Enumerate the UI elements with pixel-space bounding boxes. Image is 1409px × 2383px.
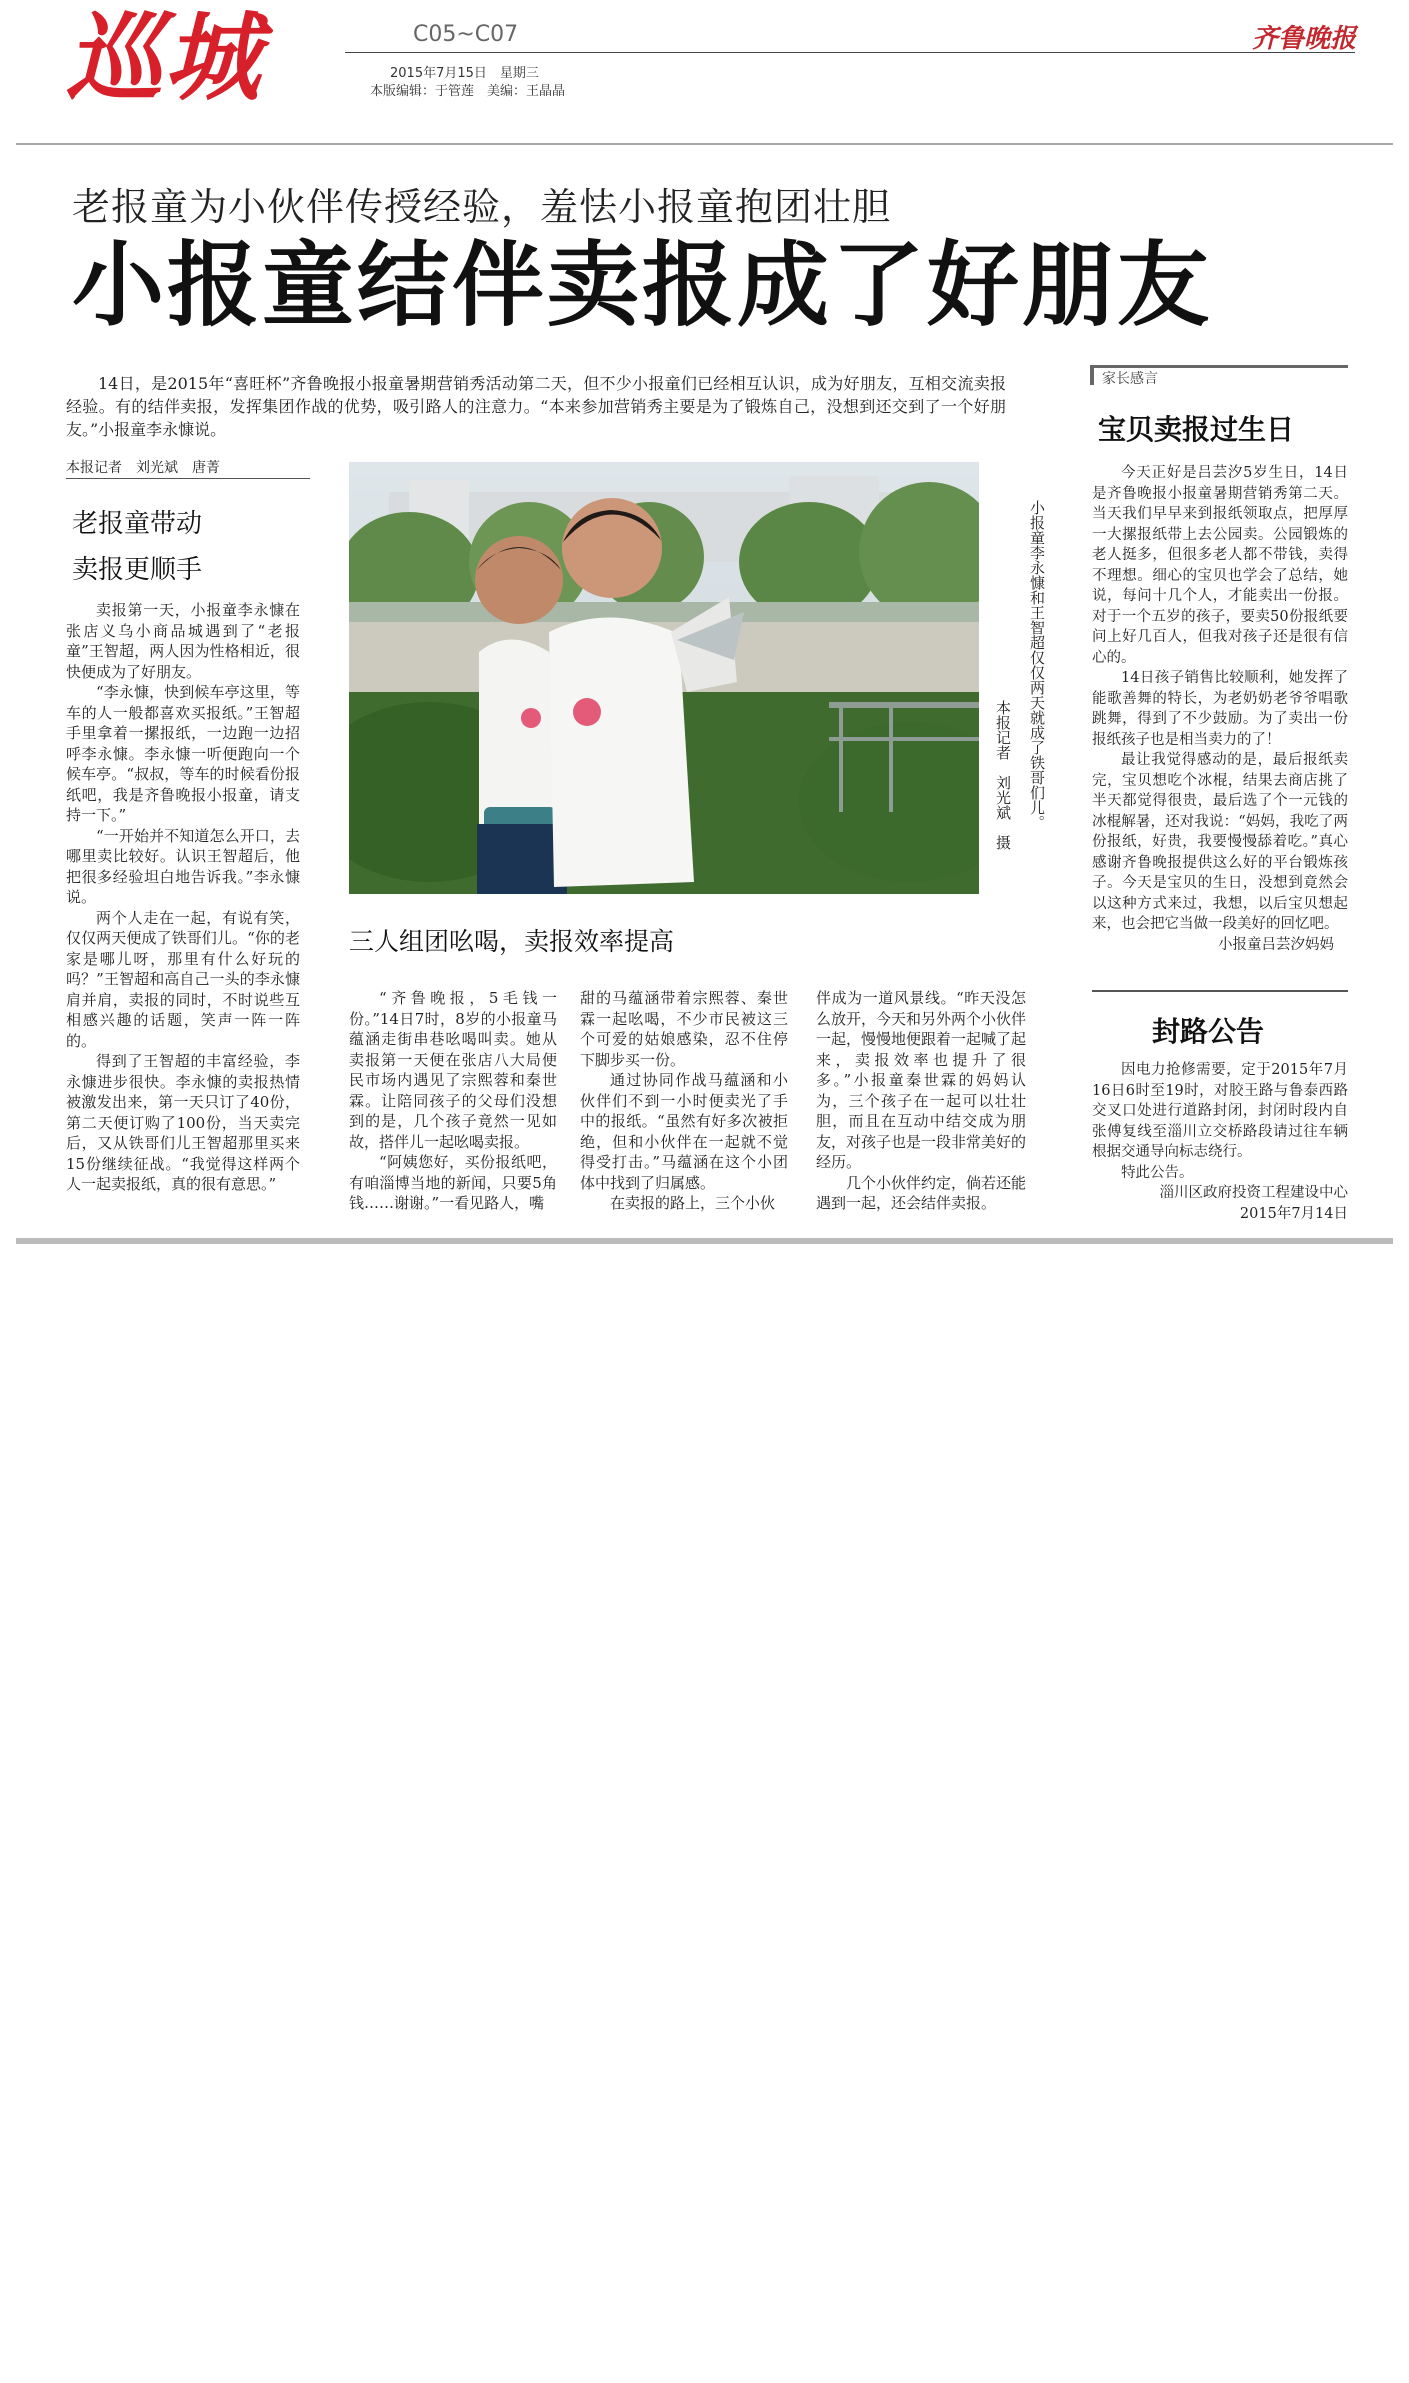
section-title: 巡城 bbox=[66, 2, 262, 114]
sidebar-signature: 小报童吕芸汐妈妈 bbox=[1218, 936, 1334, 953]
notice-date: 2015年7月14日 bbox=[1239, 1205, 1348, 1222]
notice-body bbox=[1092, 1060, 1348, 1224]
photo-two-boys-image bbox=[349, 462, 979, 894]
article-byline: 本报记者 刘光斌 唐菁 bbox=[66, 460, 220, 476]
paragraph: 甜的马蕴涵带着宗熙蓉、秦世霖一起吆喝，不少市民被这三个可爱的姑娘感染，忍不住停下脚步买一份。 bbox=[580, 989, 788, 1069]
article-photo bbox=[349, 462, 979, 894]
paragraph: 卖报第一天，小报童李永慷在张店义乌小商品城遇到了“老报童”王智超，两人因为性格相近，很快便成为了好朋友。 bbox=[66, 601, 300, 681]
article-lead: 14日，是2015年“喜旺杯”齐鲁晚报小报童暑期营销秀活动第二天，但不少小报童们已经相互认识，成为好朋友，互相交流卖报经验。有的结伴卖报，发挥集团作战的优势，吸引路人的注意力。“本来参加营销秀主要是为了锻炼自己，没想到还交到了一个好朋友。”小报童李永慷说。 bbox=[66, 374, 1006, 439]
editors-line: 本版编辑：于管莲 美编：王晶晶 bbox=[370, 84, 566, 99]
paragraph: 通过协同作战马蕴涵和小伙伴们不到一小时便卖光了手中的报纸。“虽然有好多次被拒绝，但和小伙伴在一起就不觉得受打击。”马蕴涵在这个小团体中找到了归属感。 bbox=[580, 1071, 788, 1192]
paragraph: “齐鲁晚报，5毛钱一份。”14日7时，8岁的小报童马蕴涵走街串巷吆喝叫卖。她从卖报第一天便在张店八大局便民市场内遇见了宗熙蓉和秦世霖。让陪同孩子的父母们没想到的是，几个孩子竟然一见如故，搭伴儿一起吆喝卖报。 bbox=[349, 989, 557, 1151]
paragraph: 得到了王智超的丰富经验，李永慷进步很快。李永慷的卖报热情被激发出来，第一天只订了40份，第二天便订购了100份，当天卖完后，又从铁哥们儿王智超那里买来15份继续征战。“我觉得这样两个人一起卖报纸，真的很有意思。” bbox=[66, 1052, 300, 1193]
article-headline: 小报童结伴卖报成了好朋友 bbox=[72, 232, 1213, 339]
page-range: C05~C07 bbox=[413, 22, 519, 47]
issue-date: 2015年7月15日 星期三 bbox=[390, 66, 539, 81]
notice-issuer: 淄川区政府投资工程建设中心 bbox=[1159, 1185, 1348, 1201]
subhead-1-line-2: 卖报更顺手 bbox=[72, 555, 203, 585]
photo-credit: 本报记者 刘光斌 摄 bbox=[994, 700, 1012, 850]
paragraph: 两个人走在一起，有说有笑，仅仅两天便成了铁哥们儿。“你的老家是哪儿呀，那里有什么好玩的吗？”王智超和高自己一头的李永慷肩并肩，卖报的同时，不时说些互相感兴趣的话题，笑声一阵一阵的。 bbox=[66, 908, 300, 1050]
sidebar-body bbox=[1092, 463, 1348, 955]
notice-divider bbox=[1092, 990, 1348, 992]
photo-caption: 小报童李永慷和王智超仅仅两天就成了铁哥们儿。 bbox=[1028, 500, 1046, 830]
paragraph: “一开始并不知道怎么开口，去哪里卖比较好。认识王智超后，他把很多经验坦白地告诉我。”李永慷说。 bbox=[66, 826, 300, 906]
paragraph: 在卖报的路上，三个小伙 bbox=[610, 1194, 776, 1212]
paragraph: 最让我觉得感动的是，最后报纸卖完，宝贝想吃个冰棍，结果去商店挑了半天都觉得很贵，最后选了个一元钱的冰棍解暑，还对我说：“妈妈，我吃了两份报纸，好贵，我要慢慢舔着吃。”真心感谢齐鲁晚报提供这么好的平台锻炼孩子。今天是宝贝的生日，没想到竟然会以这种方式来过，我想，以后宝贝想起来，也会把它当做一段美好的回忆吧。 bbox=[1092, 752, 1348, 932]
paragraph: 今天正好是吕芸汐5岁生日，14日是齐鲁晚报小报童暑期营销秀第二天。当天我们早早来到报纸领取点，把厚厚一大摞报纸带上去公园卖。公园锻炼的老人挺多，但很多老人都不带钱，卖得不理想。细心的宝贝也学会了总结，她说，每问十几个人，才能卖出一份报。对于一个五岁的孩子，要卖50份报纸要问上好几百人，但我对孩子还是很有信心的。 bbox=[1092, 465, 1348, 666]
sidebar-tag: 家长感言 bbox=[1102, 371, 1158, 387]
subhead-2: 三人组团吆喝，卖报效率提高 bbox=[349, 927, 675, 956]
paragraph: “李永慷，快到候车亭这里，等车的人一般都喜欢买报纸。”王智超手里拿着一摞报纸，一边跑一边招呼李永慷。李永慷一听便跑向一个候车亭。“叔叔，等车的时候看份报纸吧，我是齐鲁晚报小报童，请支持一下。” bbox=[66, 683, 300, 824]
header-rule bbox=[345, 52, 1355, 53]
article-column-2 bbox=[349, 988, 557, 1214]
paragraph: 伴成为一道风景线。“昨天没怎么放开，今天和另外两个小伙伴一起，慢慢地便跟着一起喊了起来，卖报效率也提升了很多。”小报童秦世霖的妈妈认为，三个孩子在一起可以壮壮胆，而且在互动中结交成为朋友，对孩子也是一段非常美好的经历。 bbox=[816, 989, 1027, 1171]
newspaper-brand-logo: 齐鲁晚报 bbox=[1252, 24, 1357, 54]
paragraph: 14日孩子销售比较顺利，她发挥了能歌善舞的特长，为老奶奶老爷爷唱歌跳舞，得到了不少鼓励。为了卖出一份报纸孩子也是相当卖力的了！ bbox=[1092, 670, 1348, 748]
notice-text: 因电力抢修需要，定于2015年7月16日6时至19时，对胶王路与鲁泰西路交叉口处进行道路封闭，封闭时段内自张傅复线至淄川立交桥路段请过往车辆根据交通导向标志绕行。 bbox=[1092, 1062, 1348, 1160]
paragraph: 几个小伙伴约定，倘若还能遇到一起，还会结伴卖报。 bbox=[816, 1173, 1027, 1212]
masthead-divider bbox=[16, 143, 1393, 145]
byline-divider bbox=[66, 478, 310, 479]
subhead-1-line-1: 老报童带动 bbox=[72, 509, 203, 539]
notice-closing: 特此公告。 bbox=[1121, 1164, 1194, 1181]
paragraph: “阿姨您好，买份报纸吧，有咱淄博当地的新闻，只要5角钱……谢谢。”一看见路人，嘴 bbox=[349, 1153, 557, 1212]
article-column-4 bbox=[816, 988, 1026, 1214]
page-bottom-divider bbox=[16, 1238, 1393, 1244]
article-kicker: 老报童为小伙伴传授经验，羞怯小报童抱团壮胆 bbox=[72, 185, 892, 229]
article-column-1 bbox=[66, 600, 300, 1195]
sidebar-title: 宝贝卖报过生日 bbox=[1098, 413, 1295, 446]
article-column-3 bbox=[580, 988, 788, 1214]
notice-title: 封路公告 bbox=[1152, 1015, 1265, 1048]
